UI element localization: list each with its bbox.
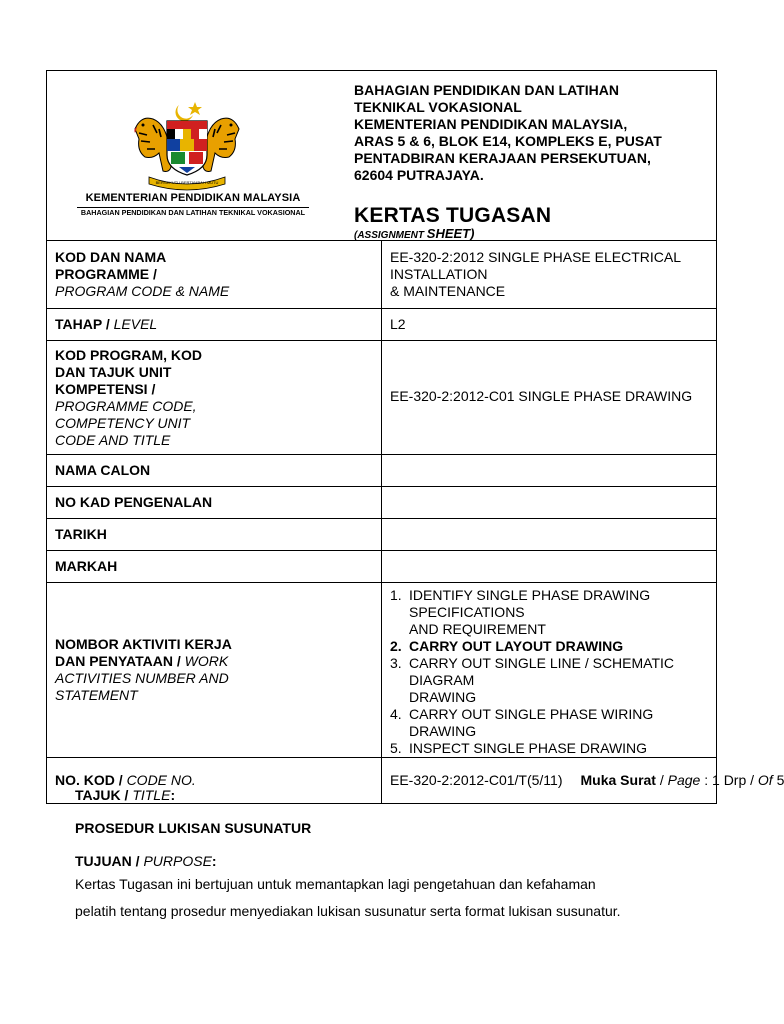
ic-number-label: NO KAD PENGENALAN <box>47 487 382 519</box>
ministry-logo <box>63 99 323 219</box>
address-line: ARAS 5 & 6, BLOK E14, KOMPLEKS E, PUSAT <box>354 133 662 149</box>
header-cell <box>47 71 717 241</box>
address-line: BAHAGIAN PENDIDIKAN DAN LATIHAN <box>354 82 619 98</box>
candidate-name-label: NAMA CALON <box>47 455 382 487</box>
date-field[interactable] <box>382 519 717 551</box>
address-line: 62604 PUTRAJAYA. <box>354 167 484 183</box>
document-title: KERTAS TUGASAN <box>354 204 552 227</box>
list-item: 4. CARRY OUT SINGLE PHASE WIRING DRAWING <box>390 706 654 739</box>
competency-unit-row <box>47 341 717 455</box>
competency-unit-value: EE-320-2:2012-C01 SINGLE PHASE DRAWING <box>382 341 717 455</box>
marks-field[interactable] <box>382 551 717 583</box>
address-line: PENTADBIRAN KERAJAAN PERSEKUTUAN, <box>354 150 651 166</box>
malaysia-coat-of-arms-icon <box>127 99 247 191</box>
candidate-name-row <box>47 455 717 487</box>
ic-number-row <box>47 487 717 519</box>
list-item: 2. CARRY OUT LAYOUT DRAWING <box>390 638 624 654</box>
ic-number-field[interactable] <box>382 487 717 519</box>
svg-text:BERSEKUTU BERTAMBAH MUTU: BERSEKUTU BERTAMBAH MUTU <box>155 180 219 185</box>
title-heading: TAJUK / TITLE: <box>75 787 176 803</box>
level-value: L2 <box>382 309 717 341</box>
work-activities-row <box>47 583 717 758</box>
level-label: TAHAP / LEVEL <box>47 309 382 341</box>
ministry-division: BAHAGIAN PENDIDIKAN DAN LATIHAN TEKNIKAL VOKASIONAL <box>80 208 306 217</box>
code-number: EE-320-2:2012-C01/T(5/11) <box>390 772 563 788</box>
date-label: TARIKH <box>47 519 382 551</box>
ministry-name: KEMENTERIAN PENDIDIKAN MALAYSIA <box>85 192 301 204</box>
address-line: TEKNIKAL VOKASIONAL <box>354 99 522 115</box>
program-value: EE-320-2:2012 SINGLE PHASE ELECTRICAL INSTALLATION & MAINTENANCE <box>382 241 717 309</box>
title-value: PROSEDUR LUKISAN SUSUNATUR <box>75 820 312 836</box>
list-item: 5. INSPECT SINGLE PHASE DRAWING <box>390 740 648 756</box>
program-row <box>47 241 717 309</box>
competency-unit-label: KOD PROGRAM, KOD DAN TAJUK UNIT KOMPETENSI / PROGRAMME CODE, COMPETENCY UNIT CODE AND TITLE <box>47 341 382 455</box>
assignment-sheet-table <box>46 70 784 804</box>
level-row <box>47 309 717 341</box>
marks-row <box>47 551 717 583</box>
header-row <box>47 71 717 241</box>
purpose-heading: TUJUAN / PURPOSE: <box>75 853 217 869</box>
marks-label: MARKAH <box>47 551 382 583</box>
work-activities-list-cell <box>382 583 717 758</box>
code-number-label: NO. KOD / CODE NO. <box>47 758 382 804</box>
purpose-paragraph: Kertas Tugasan ini bertujuan untuk memantapkan lagi pengetahuan dan kefahaman pelatih tentang prosedur menyediakan lukisan susunatur serta format lukisan susunatur. <box>75 876 621 919</box>
work-activities-label: NOMBOR AKTIVITI KERJA DAN PENYATAAN / WORK ACTIVITIES NUMBER AND STATEMENT <box>47 583 382 758</box>
ministry-address <box>354 82 714 184</box>
list-item: 3. CARRY OUT SINGLE LINE / SCHEMATIC DIAGRAM DRAWING <box>390 655 675 705</box>
address-line: KEMENTERIAN PENDIDIKAN MALAYSIA, <box>354 116 628 132</box>
list-item: 1. IDENTIFY SINGLE PHASE DRAWING SPECIFICATIONS AND REQUIREMENT <box>390 587 651 637</box>
document-subtitle: (ASSIGNMENT SHEET) <box>354 226 475 241</box>
program-label: KOD DAN NAMA PROGRAMME / PROGRAM CODE & NAME <box>47 241 382 309</box>
candidate-name-field[interactable] <box>382 455 717 487</box>
date-row <box>47 519 717 551</box>
page-info: Muka Surat / Page : 1 Drp / Of 5 <box>580 772 784 788</box>
work-activities-list <box>390 587 708 757</box>
